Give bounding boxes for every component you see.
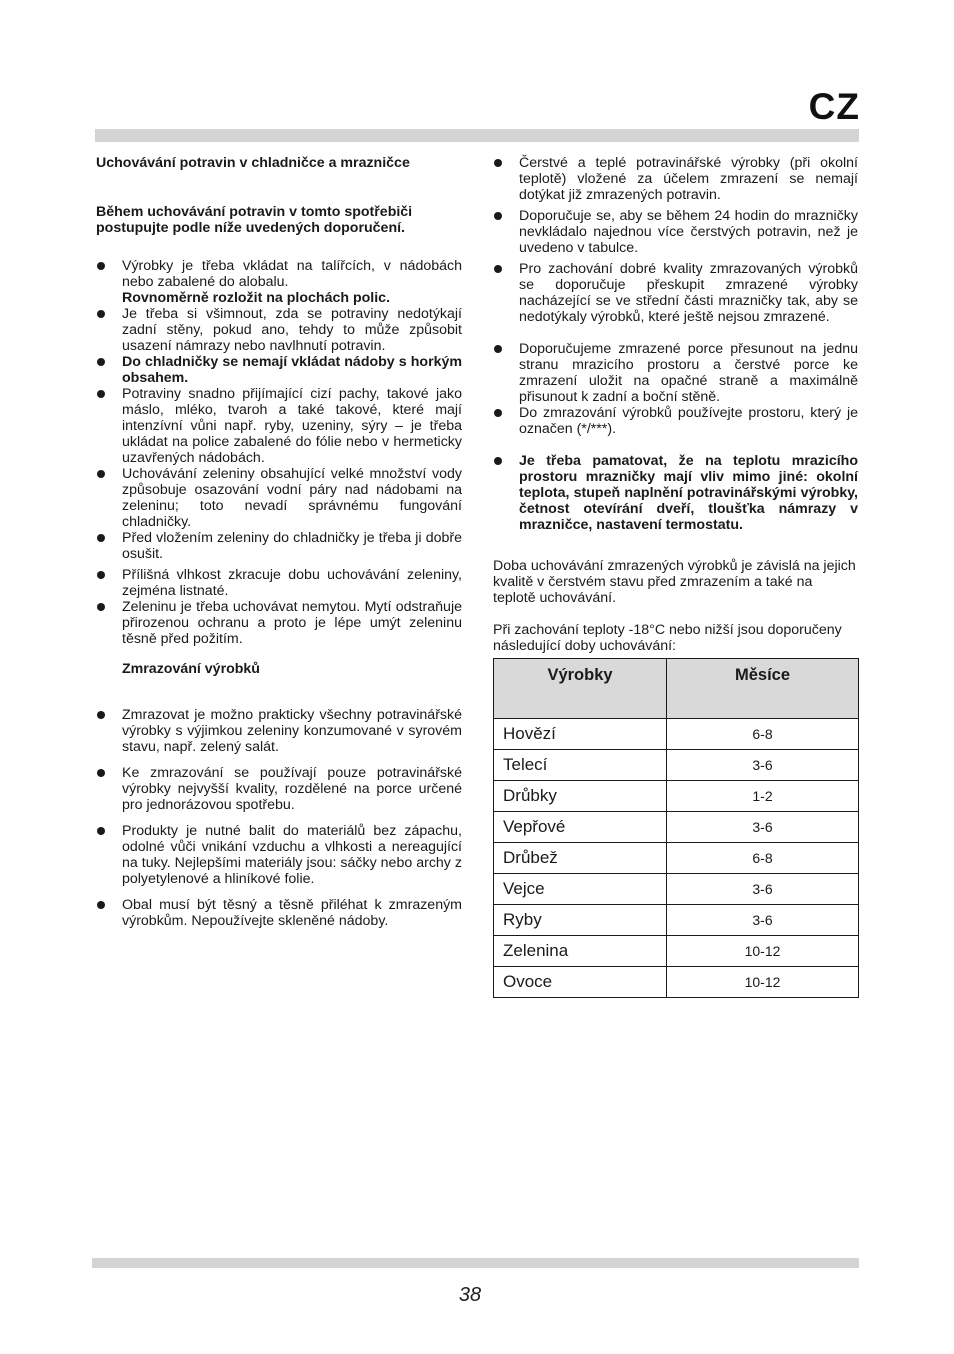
table-row xyxy=(494,750,859,781)
product-cell: Telecí xyxy=(494,750,667,781)
months-cell: 3-6 xyxy=(667,874,859,905)
column-header-months: Měsíce xyxy=(667,659,859,719)
months-cell: 3-6 xyxy=(667,905,859,936)
list-item xyxy=(96,466,462,530)
table-row xyxy=(494,905,859,936)
months-cell: 3-6 xyxy=(667,812,859,843)
freezing-tips-list-continued xyxy=(493,155,858,533)
header-divider xyxy=(95,129,859,142)
list-item xyxy=(96,258,462,306)
list-item-text: Produkty je nutné balit do materiálů bez zápachu, odolné vůči vnikání vzduchu a vlhkosti a nereagující na tuky. Nejlepšími materiály jsou: sáčky nebo archy z polyetylenové a hliníkové folie. xyxy=(122,823,462,887)
list-item xyxy=(96,599,462,647)
storage-tips-list xyxy=(96,258,462,647)
page-number: 38 xyxy=(458,1284,482,1306)
footer-divider xyxy=(92,1258,859,1268)
bullet-icon xyxy=(97,534,105,542)
list-item-text: Výrobky je třeba vkládat na talířcích, v nádobách nebo zabalené do alobalu. xyxy=(122,258,462,290)
list-item-text: Před vložením zeleniny do chladničky je třeba ji dobře osušit. xyxy=(122,530,462,562)
list-item xyxy=(96,306,462,354)
bullet-icon xyxy=(97,901,105,909)
temperature-note: Při zachování teploty -18°C nebo nižší jsou doporučeny následující doby uchovávání: xyxy=(493,622,842,654)
bullet-icon xyxy=(494,159,502,167)
freezing-tips-list xyxy=(96,707,462,929)
storage-months-table xyxy=(493,658,859,998)
bullet-icon xyxy=(97,827,105,835)
bullet-icon xyxy=(97,310,105,318)
list-item-text: Zeleninu je třeba uchovávat nemytou. Mytí odstraňuje přirozenou ochranu a proto je lépe umýt zeleninu těsně před požitím. xyxy=(122,599,462,647)
bullet-icon xyxy=(494,212,502,220)
list-item-text: Doporučuje se, aby se během 24 hodin do mrazničky nevkládalo najednou více čerstvých potravin, než je uvedeno v tabulce. xyxy=(519,208,858,256)
bullet-icon xyxy=(97,390,105,398)
bullet-icon xyxy=(97,470,105,478)
bullet-icon xyxy=(494,409,502,417)
table-row xyxy=(494,812,859,843)
list-item xyxy=(96,386,462,466)
list-item-text: Je třeba si všimnout, zda se potraviny nedotýkají zadní stěny, pokud ano, tehdy to může způsobit usazení námrazy nebo navlhnutí potravin. xyxy=(122,306,462,354)
table-row xyxy=(494,781,859,812)
bullet-icon xyxy=(97,603,105,611)
list-item xyxy=(96,765,462,813)
storage-duration-text: Doba uchovávání zmrazených výrobků je závislá na jejich kvalitě v čerstvém stavu před zmrazením a také na teplotě uchovávání. xyxy=(493,558,856,606)
list-item xyxy=(493,261,858,325)
bullet-icon xyxy=(97,769,105,777)
right-column xyxy=(493,155,858,654)
bullet-icon xyxy=(97,571,105,579)
product-cell: Zelenina xyxy=(494,936,667,967)
bullet-icon xyxy=(494,457,502,465)
table-row xyxy=(494,967,859,998)
list-item-text: Zmrazovat je možno prakticky všechny potravinářské výrobky s výjimkou zeleniny konzumované v syrovém stavu, např. zelený salát. xyxy=(122,707,462,755)
product-cell: Ryby xyxy=(494,905,667,936)
list-item-bold-text: Do chladničky se nemají vkládat nádoby s horkým obsahem. xyxy=(122,354,462,386)
months-cell: 1-2 xyxy=(667,781,859,812)
product-cell: Drůbky xyxy=(494,781,667,812)
list-item-text: Doporučujeme zmrazené porce přesunout na jednu stranu mrazicího prostoru a čerstvé porce ke zmrazení uložit na opačné straně a maximálně přisunout k zadní a boční stěně. xyxy=(519,341,858,405)
list-item-text: Do zmrazování výrobků používejte prostoru, který je označen (*/***). xyxy=(519,405,858,437)
list-item xyxy=(96,897,462,929)
list-item xyxy=(493,341,858,405)
list-item-text: Potraviny snadno přijímající cizí pachy, takové jako máslo, mléko, tvaroh a také takové, které mají intenzívní vůni např. ryby, uzeniny, sýry – je třeba ukládat na police zabalené do fólie nebo v hermeticky uzavřených nádobách. xyxy=(122,386,462,466)
section-heading: Uchovávání potravin v chladničce a mrazničce xyxy=(96,155,410,171)
product-cell: Vejce xyxy=(494,874,667,905)
bullet-icon xyxy=(97,711,105,719)
list-item-text: Přílišná vlhkost zkracuje dobu uchovávání zeleniny, zejména listnaté. xyxy=(122,567,462,599)
list-item xyxy=(96,567,462,599)
bullet-icon xyxy=(494,345,502,353)
list-item xyxy=(96,823,462,887)
table-row xyxy=(494,719,859,750)
bullet-icon xyxy=(494,265,502,273)
list-item-text: Obal musí být těsný a těsně přiléhat k zmrazeným výrobkům. Nepoužívejte skleněné nádoby. xyxy=(122,897,462,929)
list-item xyxy=(96,530,462,562)
intro-text: Během uchovávání potravin v tomto spotřebiči postupujte podle níže uvedených doporučení. xyxy=(96,204,413,236)
product-cell: Drůbež xyxy=(494,843,667,874)
list-item-text: Ke zmrazování se používají pouze potravinářské výrobky nejvyšší kvality, rozdělené na porce určené pro jednorázovou spotřebu. xyxy=(122,765,462,813)
list-item-text: Uchovávání zeleniny obsahující velké množství vody způsobuje osazování vodní páry nad nádobami na zeleninu; toto nevadí správnému fungování chladničky. xyxy=(122,466,462,530)
months-cell: 10-12 xyxy=(667,936,859,967)
freezing-heading: Zmrazování výrobků xyxy=(122,661,260,677)
left-column xyxy=(96,155,462,929)
list-item-bold-text: Rovnoměrně rozložit na plochách polic. xyxy=(122,290,391,306)
months-cell: 10-12 xyxy=(667,967,859,998)
list-item xyxy=(493,155,858,203)
list-item xyxy=(493,453,858,533)
table-row xyxy=(494,843,859,874)
bullet-icon xyxy=(97,262,105,270)
product-cell: Hovězí xyxy=(494,719,667,750)
months-cell: 3-6 xyxy=(667,750,859,781)
months-cell: 6-8 xyxy=(667,843,859,874)
list-item-text: Čerstvé a teplé potravinářské výrobky (při okolní teplotě) vložené za účelem zmrazení se nemají dotýkat již zmrazených potravin. xyxy=(519,155,858,203)
months-cell: 6-8 xyxy=(667,719,859,750)
product-cell: Ovoce xyxy=(494,967,667,998)
list-item xyxy=(493,405,858,437)
bullet-icon xyxy=(97,358,105,366)
list-item-bold-text: Je třeba pamatovat, že na teplotu mrazicího prostoru mrazničky mají vliv mimo jiné: okolní teplota, stupeň naplnění potravinářskými výrobky, četnost otevírání dveří, tloušťka námrazy v mrazničce, nastavení termostatu. xyxy=(519,453,858,533)
language-code: CZ xyxy=(808,86,860,127)
column-header-products: Výrobky xyxy=(494,659,667,719)
product-cell: Vepřové xyxy=(494,812,667,843)
list-item xyxy=(96,354,462,386)
table-header-row xyxy=(494,659,859,719)
list-item-text: Pro zachování dobré kvality zmrazovaných výrobků se doporučuje přeskupit zmrazené výrobky nacházející se ve střední části mrazničky tak, aby se nedotýkaly výrobků, které ještě nejsou zmrazené. xyxy=(519,261,858,325)
list-item xyxy=(493,208,858,256)
list-item xyxy=(96,707,462,755)
table-row xyxy=(494,936,859,967)
table-row xyxy=(494,874,859,905)
